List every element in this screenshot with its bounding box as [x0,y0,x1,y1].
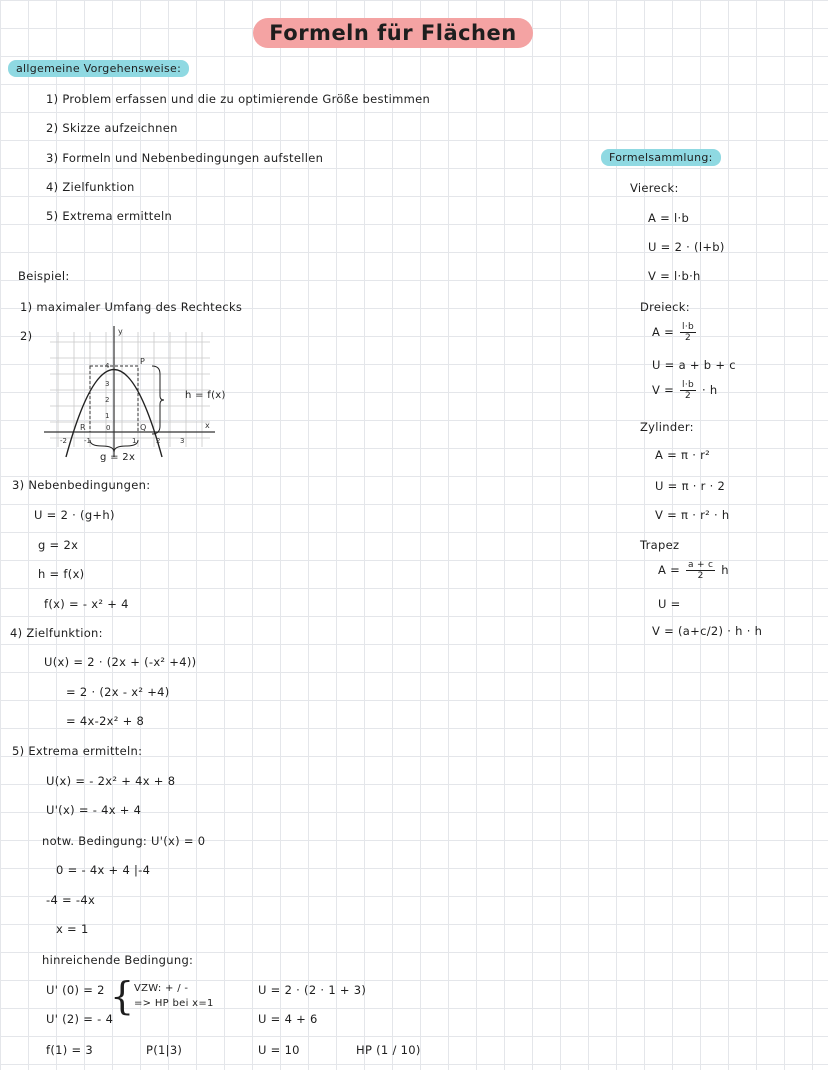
sufficient-point: P(1|3) [146,1043,183,1057]
necessary-line-3: x = 1 [56,922,89,936]
graph-tick-y3: 3 [105,380,110,388]
necessary-line-2: -4 = -4x [46,893,96,907]
general-step-2: 2) Skizze aufzeichnen [46,121,178,135]
zylinder-perimeter: U = π · r · 2 [655,479,726,493]
graph-tick-x3: 3 [180,437,185,445]
dreieck-perimeter: U = a + b + c [652,358,736,372]
step4-heading: 4) Zielfunktion: [10,626,103,640]
dreieck-area: A = $\frac{l\cdot b}{2}$ [652,322,695,343]
step5-line-2: U'(x) = - 4x + 4 [46,803,142,817]
graph-tick-y4: 4 [105,362,110,370]
sufficient-calc-2: U = 4 + 6 [258,1012,318,1026]
viereck-label: Viereck: [630,181,679,195]
sufficient-hp: => HP bei x=1 [134,998,214,1009]
graph-point-q: Q [140,423,147,432]
sufficient-vzw: VZW: + / - [134,983,189,994]
graph-point-p: P [140,357,145,366]
sufficient-result: HP (1 / 10) [356,1043,421,1057]
example-step-2: 2) [20,329,33,343]
sufficient-calc-1: U = 2 · (2 · 1 + 3) [258,983,367,997]
general-heading: allgemeine Vorgehensweise: [8,60,189,77]
dreieck-label: Dreieck: [640,300,690,314]
necessary-heading: notw. Bedingung: U'(x) = 0 [42,834,206,848]
sufficient-heading: hinreichende Bedingung: [42,953,194,967]
general-step-1: 1) Problem erfassen und die zu optimierende Größe bestimmen [46,92,431,106]
trapez-area: A = $\frac{a + c}{2}$ h [658,560,729,581]
step4-line-1: U(x) = 2 · (2x + (-x² +4)) [44,655,197,669]
sufficient-u0: U' (0) = 2 [46,983,105,997]
step3-line-3: h = f(x) [38,567,85,581]
step3-line-2: g = 2x [38,538,79,552]
graph-tick-y2: 2 [105,396,110,404]
graph-tick-x-neg1: -1 [84,437,91,445]
graph-x-label: x [205,421,210,430]
sufficient-f1: f(1) = 3 [46,1043,94,1057]
sufficient-u2: U' (2) = - 4 [46,1012,114,1026]
general-step-5: 5) Extrema ermitteln [46,209,173,223]
graph-tick-x2: 2 [156,437,161,445]
page-title: Formeln für Flächen [253,18,533,48]
general-step-3: 3) Formeln und Nebenbedingungen aufstellen [46,151,324,165]
sufficient-calc-3: U = 10 [258,1043,300,1057]
step3-line-4: f(x) = - x² + 4 [44,597,129,611]
graph-tick-x0: 0 [106,424,111,432]
graph-tick-x1: 1 [132,437,137,445]
viereck-perimeter: U = 2 · (l+b) [648,240,725,254]
zylinder-label: Zylinder: [640,420,694,434]
example-heading: Beispiel: [18,269,70,283]
formulas-heading: Formelsammlung: [601,149,721,166]
step4-line-3: = 4x-2x² + 8 [66,714,145,728]
zylinder-area: A = π · r² [655,448,711,462]
trapez-perimeter: U = [658,597,681,611]
necessary-line-1: 0 = - 4x + 4 |-4 [56,863,151,877]
viereck-area: A = l·b [648,211,690,225]
step5-line-1: U(x) = - 2x² + 4x + 8 [46,774,176,788]
step3-heading: 3) Nebenbedingungen: [12,478,151,492]
step5-heading: 5) Extrema ermitteln: [12,744,143,758]
trapez-label: Trapez [640,538,680,552]
zylinder-volume: V = π · r² · h [655,508,730,522]
graph-g-label: g = 2x [100,452,136,463]
step4-line-2: = 2 · (2x - x² +4) [66,685,170,699]
trapez-volume: V = (a+c/2) · h · h [652,624,763,638]
example-step-1: 1) maximaler Umfang des Rechtecks [20,300,243,314]
sufficient-brace: { [110,974,135,1018]
graph-tick-y1: 1 [105,412,110,420]
viereck-volume: V = l·b·h [648,269,701,283]
dreieck-volume: V = $\frac{l\cdot b}{2}$ · h [652,380,718,401]
general-step-4: 4) Zielfunktion [46,180,135,194]
graph-h-label: h = f(x) [185,390,226,401]
step3-line-1: U = 2 · (g+h) [34,508,115,522]
graph-y-label: y [118,327,123,336]
graph-point-r: R [80,423,86,432]
graph-tick-x-neg2: -2 [60,437,67,445]
